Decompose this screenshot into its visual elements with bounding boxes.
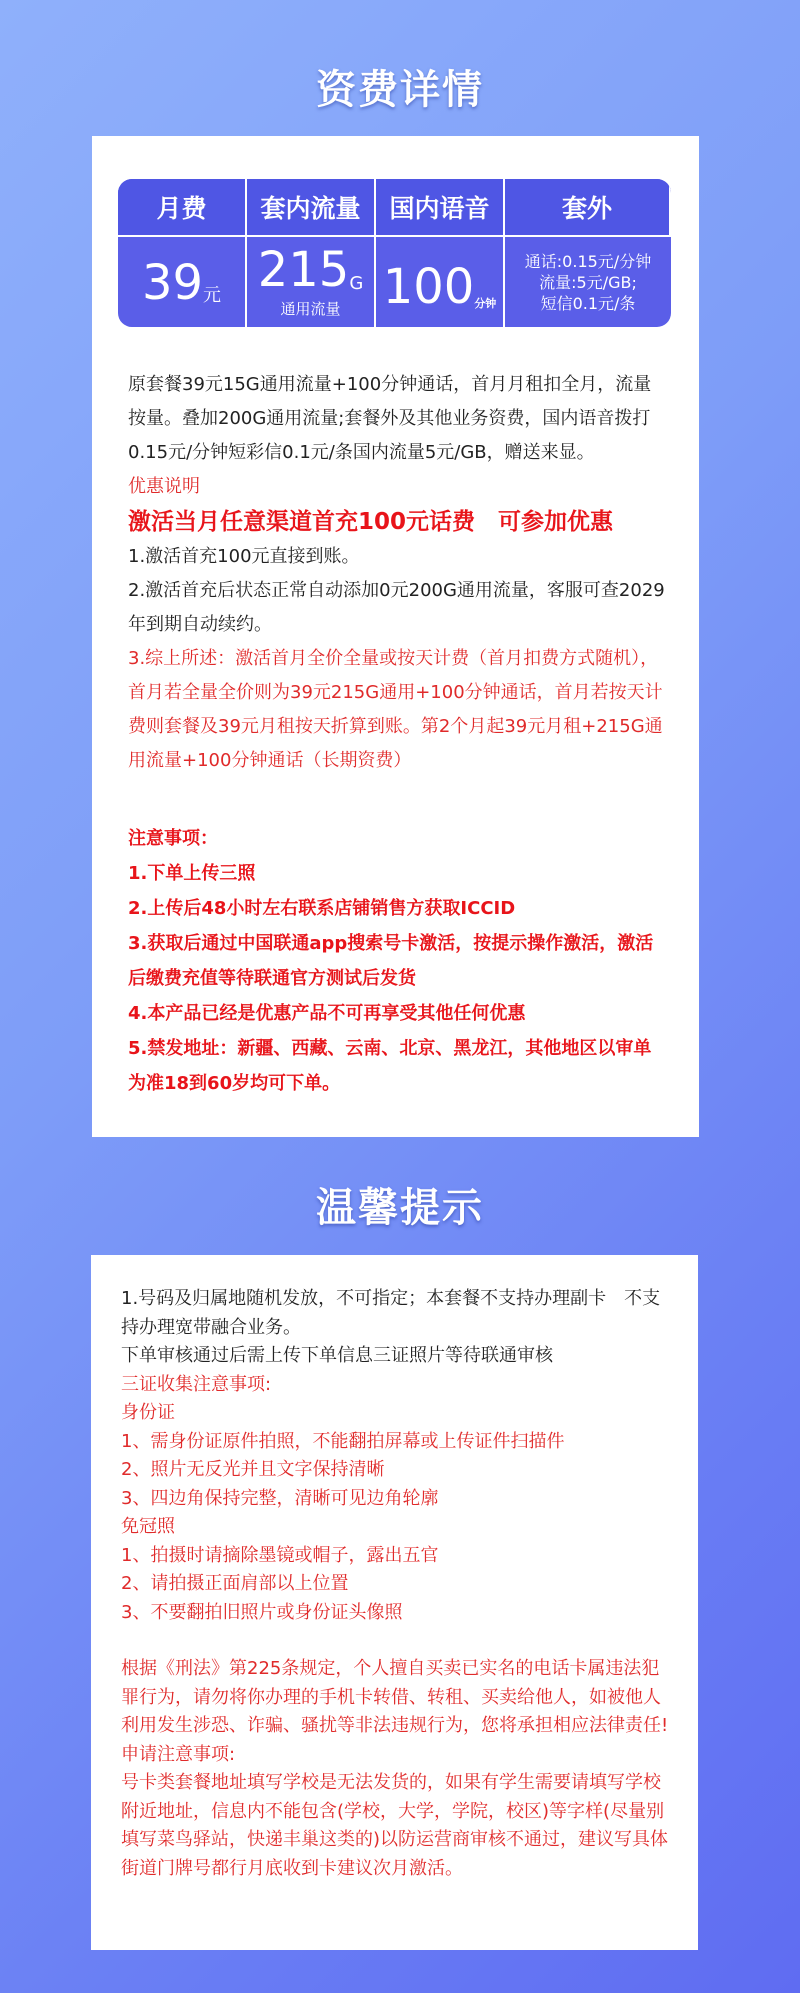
extra-data: 流量:5元/GB; [539,272,637,292]
id-card-rule: 2、照片无反光并且文字保持清晰 [121,1459,385,1480]
data-unit: G [349,272,364,294]
tips-intro: 1.号码及归属地随机发放，不可指定；本套餐不支持办理副卡 不支持办理宽带融合业务。 [121,1288,661,1338]
plan-description: 原套餐39元15G通用流量+100分钟通话，首月月租扣全月，流量按量。叠加200G通用流量;套餐外及其他业务资费，国内语音拨打0.15元/分钟短彩信0.1元/条国内流量5元/GB，赠送来显。 [128,374,652,463]
photo-rule: 3、不要翻拍旧照片或身份证头像照 [121,1601,403,1623]
voice-value: 100 [382,259,475,315]
section-title-pricing: 资费详情 [316,67,484,113]
note-item: 3.获取后通过中国联通app搜索号卡激活，按提示操作激活，激活后缴费充值等待联通官方测试后发货 [128,933,654,989]
law-notice: 根据《刑法》第225条规定，个人擅自买卖已实名的电话卡属违法犯罪行为，请勿将你办理的手机卡转借、转租、买卖给他人，如被他人利用发生涉恐、诈骗、骚扰等非法违规行为，您将承担相应法律责任!申请注意事项: [121,1658,669,1765]
voice-unit: 分钟 [474,297,497,310]
note-item: 2.上传后48小时左右联系店铺销售方获取ICCID [128,898,516,919]
id-card-rule: 3、四边角保持完整，清晰可见边角轮廓 [121,1487,439,1509]
fee-unit: 元 [203,285,222,306]
tips-card [91,1255,698,1950]
header-data: 套内流量 [247,179,376,237]
note-item: 1.下单上传三照 [128,863,256,884]
offer-summary: 3.综上所述：激活首月全价全量或按天计费（首月扣费方式随机），首月若全量全价则为39元215G通用+100分钟通话，首月若按天计费则套餐及39元月租按天折算到账。第2个月起39元月租+215G通用流量+100分钟通话（长期资费） [128,648,663,771]
notes-title: 注意事项： [128,828,218,849]
photo-heading: 免冠照 [121,1516,175,1537]
id-card-rule: 1、需身份证原件拍照，不能翻拍屏幕或上传证件扫描件 [121,1430,565,1452]
section-title-tips: 温馨提示 [316,1185,484,1231]
header-voice: 国内语音 [376,179,505,237]
id-card-heading: 身份证 [121,1402,175,1423]
offer-headline: 激活当月任意渠道首充100元话费 可参加优惠 [128,509,614,535]
offer-item: 2.激活首充后状态正常自动添加0元200G通用流量，客服可查2029年到期自动续约。 [128,580,665,635]
tips-upload: 下单审核通过后需上传下单信息三证照片等待联通审核 [121,1345,553,1366]
header-extra: 套外 [505,179,671,237]
note-item: 4.本产品已经是优惠产品不可再享受其他任何优惠 [128,1003,526,1024]
photo-rule: 2、请拍摄正面肩部以上位置 [121,1573,349,1594]
notes-block [128,821,668,1101]
header-monthly-fee: 月费 [118,179,247,237]
data-value: 215 [257,241,350,298]
id-collection-title: 三证收集注意事项: [121,1373,272,1395]
pricing-description [128,368,668,778]
offer-title: 优惠说明 [128,476,200,497]
photo-rule: 1、拍摄时请摘除墨镜或帽子，露出五官 [121,1544,439,1566]
cell-voice [376,237,505,327]
extra-call: 通话:0.15元/分钟 [524,251,652,271]
note-item: 5.禁发地址：新疆、西藏、云南、北京、黑龙江，其他地区以审单为准18到60岁均可下单。 [128,1038,652,1094]
cell-data [247,237,376,327]
cell-fee [118,237,247,327]
offer-item: 1.激活首充100元直接到账。 [128,546,360,567]
fee-value: 39 [141,255,204,311]
pricing-card [92,136,699,1137]
price-table [118,179,671,327]
extra-sms: 短信0.1元/条 [540,293,636,313]
tips-content [121,1285,671,1883]
data-note: 通用流量 [280,299,341,318]
cell-extra [505,237,671,327]
school-address-notice: 号卡类套餐地址填写学校是无法发货的，如果有学生需要请填写学校附近地址，信息内不能包含(学校，大学，学院，校区)等字样(尽量别填写菜鸟驿站，快递丰巢这类的)以防运营商审核不通过，建议写具体街道门牌号都行月底收到卡建议次月激活。 [121,1772,669,1879]
